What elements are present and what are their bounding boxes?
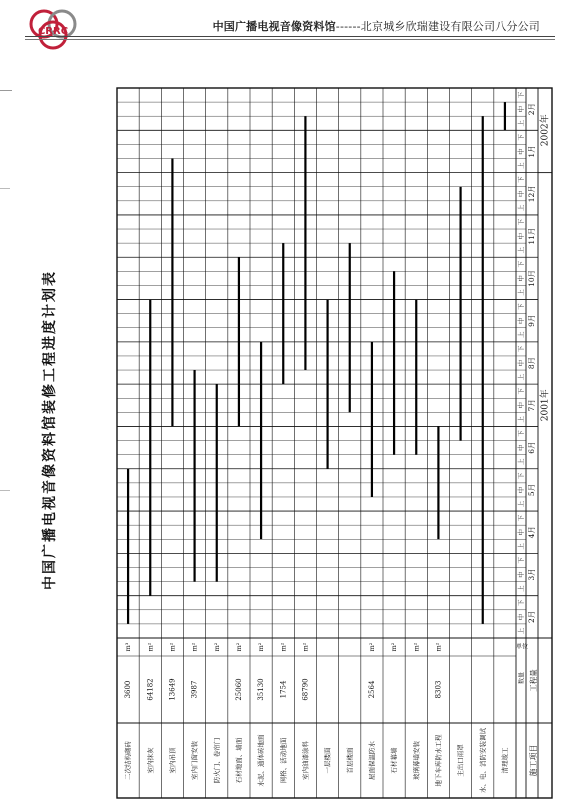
month-label: 4月: [527, 526, 536, 539]
row-item-name: 主出口雨罩: [456, 744, 465, 777]
period-label: 下: [517, 599, 525, 606]
row-unit: m²: [190, 642, 199, 652]
period-label: 上: [517, 162, 525, 169]
period-label: 上: [517, 543, 525, 550]
month-label: 10月: [527, 269, 536, 287]
row-amount: 13649: [168, 678, 177, 701]
month-label: 5月: [527, 483, 536, 497]
row-amount: 2564: [367, 680, 376, 699]
row-unit: m²: [257, 642, 266, 652]
period-label: 中: [517, 444, 525, 451]
period-label: 下: [517, 134, 525, 141]
row-unit: m²: [390, 642, 399, 652]
row-unit: m³: [124, 642, 133, 652]
month-label: 11月: [527, 227, 536, 245]
period-label: 下: [517, 345, 525, 353]
period-label: 中: [517, 317, 525, 324]
row-unit: m²: [279, 642, 288, 652]
row-item-name: 石材地面、墙面: [234, 737, 243, 784]
row-amount: 8303: [434, 680, 443, 699]
row-item-name: 室内抹灰: [146, 747, 155, 774]
period-label: 下: [517, 514, 525, 522]
row-item-name: 防火门、卷帘门: [212, 737, 221, 784]
period-label: 上: [517, 246, 525, 254]
period-label: 下: [517, 261, 525, 268]
row-item-name: 清理竣工: [500, 747, 509, 774]
month-label: 3月: [527, 568, 536, 581]
period-label: 下: [517, 387, 525, 395]
period-label: 上: [517, 289, 525, 296]
month-label: 6月: [527, 441, 536, 454]
year-label-2001: 2001年: [540, 389, 551, 422]
row-item-name: 地下车库防水工程: [434, 734, 443, 787]
row-item-name: 屋面保温防水: [367, 741, 376, 780]
row-amount: 64182: [146, 678, 155, 701]
period-label: 下: [517, 303, 525, 310]
row-item-name: 首层楼面: [345, 747, 354, 774]
row-item-name: 玻璃幕墙安装: [412, 741, 421, 780]
row-unit: m²: [212, 642, 221, 652]
row-unit: m²: [301, 642, 310, 652]
period-label: 中: [517, 148, 525, 155]
period-label: 下: [517, 176, 525, 183]
period-label: 上: [517, 373, 525, 381]
period-label: 下: [517, 91, 525, 99]
period-label: 下: [517, 557, 525, 564]
period-label: 上: [517, 627, 525, 635]
period-label: 下: [517, 472, 525, 480]
schedule-table: [117, 88, 552, 798]
table-frame: [117, 88, 552, 798]
row-amount: 25060: [234, 678, 243, 701]
period-label: 中: [517, 571, 525, 578]
row-unit: m²: [146, 642, 155, 652]
row-item-name: 网格、活动地面: [279, 737, 288, 784]
period-label: 上: [517, 458, 525, 465]
row-amount: 68790: [301, 678, 310, 701]
amount-header: 数量: [518, 671, 526, 685]
period-label: 下: [517, 430, 525, 437]
row-item-name: 水、电、消防安装调试: [478, 728, 487, 793]
period-label: 上: [517, 500, 525, 508]
period-label: 上: [517, 331, 525, 339]
row-item-name: 石材幕墙: [390, 747, 399, 774]
row-item-name: 室内油漆涂料: [301, 741, 310, 780]
period-label: 中: [517, 613, 525, 621]
period-label: 中: [517, 105, 525, 113]
row-amount: 3987: [190, 680, 199, 699]
row-item-name: 室内门窗安装: [190, 741, 199, 780]
month-label: 2月: [527, 103, 536, 116]
month-label: 9月: [527, 314, 536, 327]
row-unit: m²: [367, 642, 376, 652]
period-label: 中: [517, 275, 525, 282]
period-label: 上: [517, 416, 525, 423]
month-label: 1月: [527, 145, 536, 158]
period-label: 中: [517, 359, 525, 367]
row-item-name: 一层楼面: [323, 747, 332, 774]
period-label: 中: [517, 190, 525, 198]
logo-text: CRRC: [37, 26, 69, 37]
quantity-group-header: 工程量: [529, 669, 538, 692]
header-separator: ------: [335, 20, 361, 33]
document-title: 中国广播电视音像资料馆装修工程进度计划表: [42, 270, 58, 590]
row-item-name: 水泥、通体砖地面: [257, 734, 266, 787]
month-label: 7月: [527, 399, 536, 412]
row-unit: m²: [168, 642, 177, 652]
row-item-name: 室内吊顶: [168, 747, 177, 774]
header-site-name: 中国广播电视音像资料馆: [212, 20, 336, 33]
period-label: 上: [517, 585, 525, 592]
year-label-2002: 2002年: [540, 114, 551, 147]
period-label: 中: [517, 232, 525, 240]
month-label: 8月: [527, 356, 536, 370]
period-label: 中: [517, 486, 525, 494]
item-column-header: 施工项目: [529, 744, 538, 777]
row-unit: m²: [412, 642, 421, 652]
row-item-name: 二次结构砌砖: [124, 741, 133, 780]
row-amount: 3600: [124, 680, 133, 699]
row-unit: m²: [434, 642, 443, 652]
row-amount: 1754: [279, 680, 288, 699]
period-label: 中: [517, 528, 525, 536]
period-label: 上: [517, 120, 525, 127]
month-label: 2月: [527, 610, 536, 623]
period-label: 上: [517, 204, 525, 212]
row-amount: 35130: [257, 678, 266, 701]
row-unit: m²: [234, 642, 243, 652]
unit-header: 单位: [515, 643, 529, 651]
period-label: 下: [517, 218, 525, 226]
header-company: 北京城乡欣瑞建设有限公司八分公司: [360, 20, 540, 33]
month-label: 12月: [527, 185, 536, 203]
period-label: 中: [517, 402, 525, 409]
